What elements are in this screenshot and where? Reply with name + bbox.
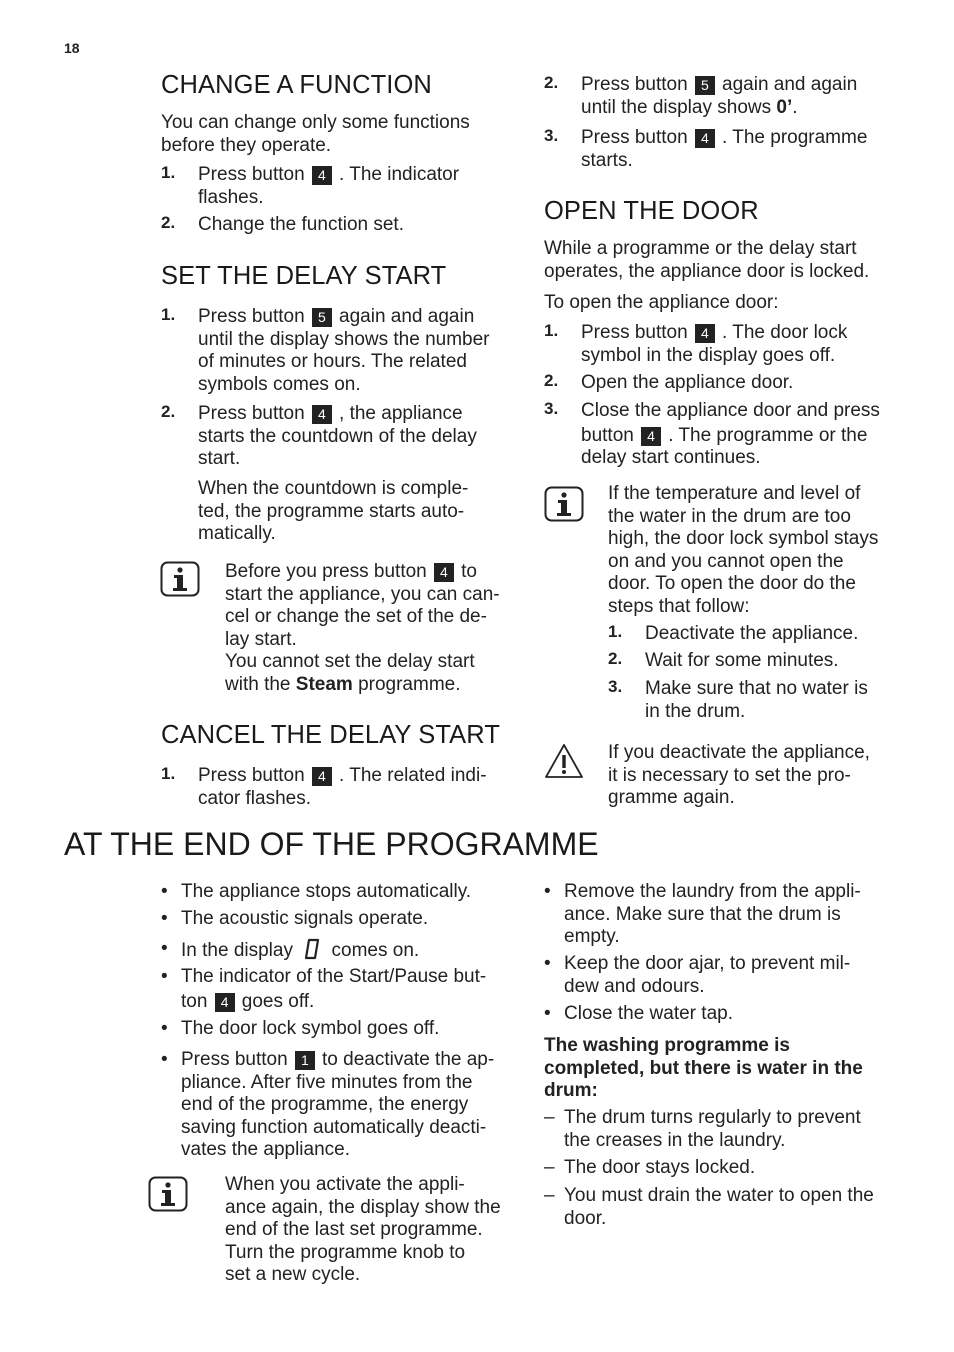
change-function-heading: CHANGE A FUNCTION — [161, 71, 432, 99]
water-in-drum-heading: The washing programme is completed, but there is water in the drum: — [544, 1035, 863, 1102]
open-door-heading: OPEN THE DOOR — [544, 197, 759, 225]
info-icon — [544, 486, 584, 522]
warning-icon — [544, 743, 584, 779]
button-key-4: 4 — [695, 324, 715, 343]
info-icon — [160, 561, 200, 597]
delay-start-countdown-note: When the countdown is comple- ted, the programme starts auto- matically. — [198, 478, 469, 545]
button-key-5: 5 — [695, 76, 715, 95]
button-key-4: 4 — [695, 129, 715, 148]
open-door-warning-text: If you deactivate the appliance, it is necessary to set the pro- gramme again. — [608, 742, 870, 809]
info-icon — [148, 1176, 188, 1212]
end-programme-heading: AT THE END OF THE PROGRAMME — [64, 826, 599, 862]
cancel-delay-heading: CANCEL THE DELAY START — [161, 721, 500, 749]
open-door-info-text: If the temperature and level of the water in the drum are too high, the door lock symbol stays on and you cannot open the door. To open the door do the steps that follow: — [608, 483, 879, 617]
button-key-4: 4 — [312, 166, 332, 185]
page-number: 18 — [64, 40, 80, 56]
button-key-5: 5 — [312, 308, 332, 327]
button-key-4: 4 — [215, 993, 235, 1012]
open-door-intro: While a programme or the delay start operates, the appliance door is locked. — [544, 238, 870, 282]
button-key-1: 1 — [295, 1051, 315, 1070]
button-key-4: 4 — [312, 767, 332, 786]
delay-start-heading: SET THE DELAY START — [161, 262, 447, 290]
end-info-text: When you activate the appli- ance again, the display show the end of the last set programme. Turn the programme knob to set a new cycle. — [225, 1174, 501, 1286]
change-function-intro-line2: before they operate. — [161, 135, 332, 156]
delay-start-info-text: Before you press button 4 to start the appliance, you can can- cel or change the set of the de- lay start. You cannot set the delay start with the Steam programme. — [225, 561, 500, 695]
open-door-intro2: To open the appliance door: — [544, 292, 779, 313]
change-function-intro-line1: You can change only some functions — [161, 112, 470, 133]
display-zero-icon — [303, 938, 321, 960]
button-key-4: 4 — [641, 427, 661, 446]
button-key-4: 4 — [434, 563, 454, 582]
button-key-4: 4 — [312, 405, 332, 424]
